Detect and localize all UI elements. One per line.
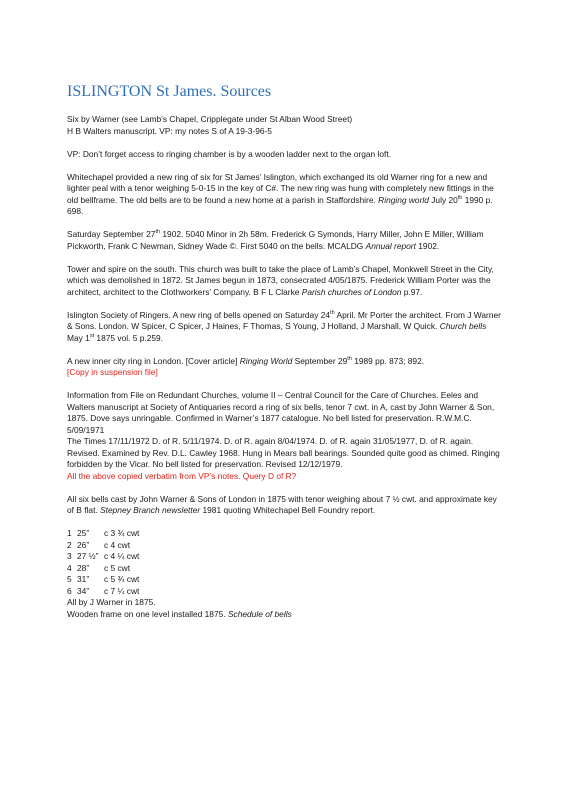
citation-title: Church bells — [439, 321, 487, 331]
bell-row: 5 31” c 5 ¾ cwt — [67, 574, 140, 584]
bell-row: 3 27 ½” c 4 ¼ cwt — [67, 551, 140, 561]
suspension-file-note: [Copy in suspension file] — [67, 367, 158, 377]
query-note: All the above copied verbatim from VP’s notes. Query D of R? — [67, 470, 297, 481]
paragraph-access-note: VP: Don’t forget access to ringing chamber is by a wooden ladder next to the organ loft. — [67, 148, 392, 159]
source-line: H B Walters manuscript. VP: my notes S of A 19-3-96-5 — [67, 125, 272, 136]
citation-title: Ringing world — [378, 194, 429, 205]
footer-line: Wooden frame on one level installed 1875. Schedule of bells — [67, 608, 292, 619]
citation-title: Schedule of bells — [227, 608, 292, 619]
citation-title: Parish churches of London — [301, 286, 402, 297]
source-line: Six by Warner (see Lamb’s Chapel, Cripplegate under St Alban Wood Street) — [67, 114, 353, 124]
page-title: ISLINGTON St James. Sources — [67, 83, 272, 100]
paragraph-peal-1902: Saturday September 27th 1902. 5040 Minor in 2h 58m. Frederick G Symonds, Harry Miller, John E Miller, William Pickworth, Frank C Newman, Sidney Wade ©. First 5040 on the bells. MCALDG Annual report 1902. — [67, 229, 484, 251]
citation-title: Stepney Branch newsletter — [100, 505, 201, 515]
paragraph-six-bells: All six bells cast by John Warner & Sons of London in 1875 with tenor weighing about 7 ½ cwt. and approximate key of B flat. Stepney Branch newsletter 1981 quoting Whitechapel Bell Foundry report. — [67, 493, 497, 515]
citation-title: Ringing World — [239, 355, 293, 366]
paragraph-society-ringers: Islington Society of Ringers. A new ring of bells opened on Saturday 24th April. Mr Porter the architect. From J Warner & Sons. London. W Spicer, C Spicer, J Haines, F Thomas, S Young, J Holland, J Marshall, W Quick. Church bells May 1st 1875 vol. 5 p.259. — [67, 309, 501, 343]
bell-row: 1 25” c 3 ¾ cwt — [67, 528, 140, 538]
citation-title: Annual report — [365, 240, 416, 251]
paragraph-tower: Tower and spire on the south. This church was built to take the place of Lamb’s Chapel, Monkwell Street in the City, which was demolished in 1872. St James begun in 1873, consecrated 4/05/1875. Frederick William Porter was the architect, architect to the Clothworkers’ Company. B F L Clarke Parish churches of London p.97. — [67, 263, 494, 297]
paragraph-inner-city-ring: A new inner city ring in London. [Cover article] Ringing World September 29th 1989 pp. 873; 892. [Copy in suspension file] — [67, 355, 425, 377]
paragraph-redundant-churches: Information from File on Redundant Churches, volume II – Central Council for the Care of Churches. Eeles and Walters manuscript at Society of Antiquaries record a ring of six bells, tenor 7 cwt. in A, cast by John Warner & Son, 1875. Dove says unringable. Confirmed in Warner’s 1877 catalogue. No bell listed for preservation. R.W.M.C. 5/09/1971 The Times 17/11/1972 D. of R. 5/11/1974. D. of R. again 8/04/1974. D. of R. again 31/05/1977, D. of R. again. Revised. Examined by Rev. D.L. Cawley 1968. Hung in Mears ball bearings. Sounded quite good as chimed. Ringing forbidden by the Vicar. No bell listed for preservation. Revised 12/12/1979. All the above copied verbatim from VP’s notes. Query D of R? — [67, 390, 500, 481]
paragraph-whitechapel: Whitechapel provided a new ring of six for St James’ Islington, which exchanged its old Warner ring for a new and lighter peal with a tenor weighing 5-0-15 in the key of C#. The new ring was hung with completely new fittings in the old bellframe. The old bells are to be found a new home at a parish in Staffordshire. Ringing world July 20th 1990 p. 698. — [67, 171, 494, 216]
paragraph-sources — [67, 114, 504, 137]
footer-line: All by J Warner in 1875. — [67, 597, 156, 607]
bell-row: 4 28” c 5 cwt — [67, 562, 131, 573]
bell-list — [67, 528, 504, 620]
bell-row: 2 26” c 4 cwt — [67, 539, 131, 550]
bell-row: 6 34” c 7 ¼ cwt — [67, 585, 140, 596]
